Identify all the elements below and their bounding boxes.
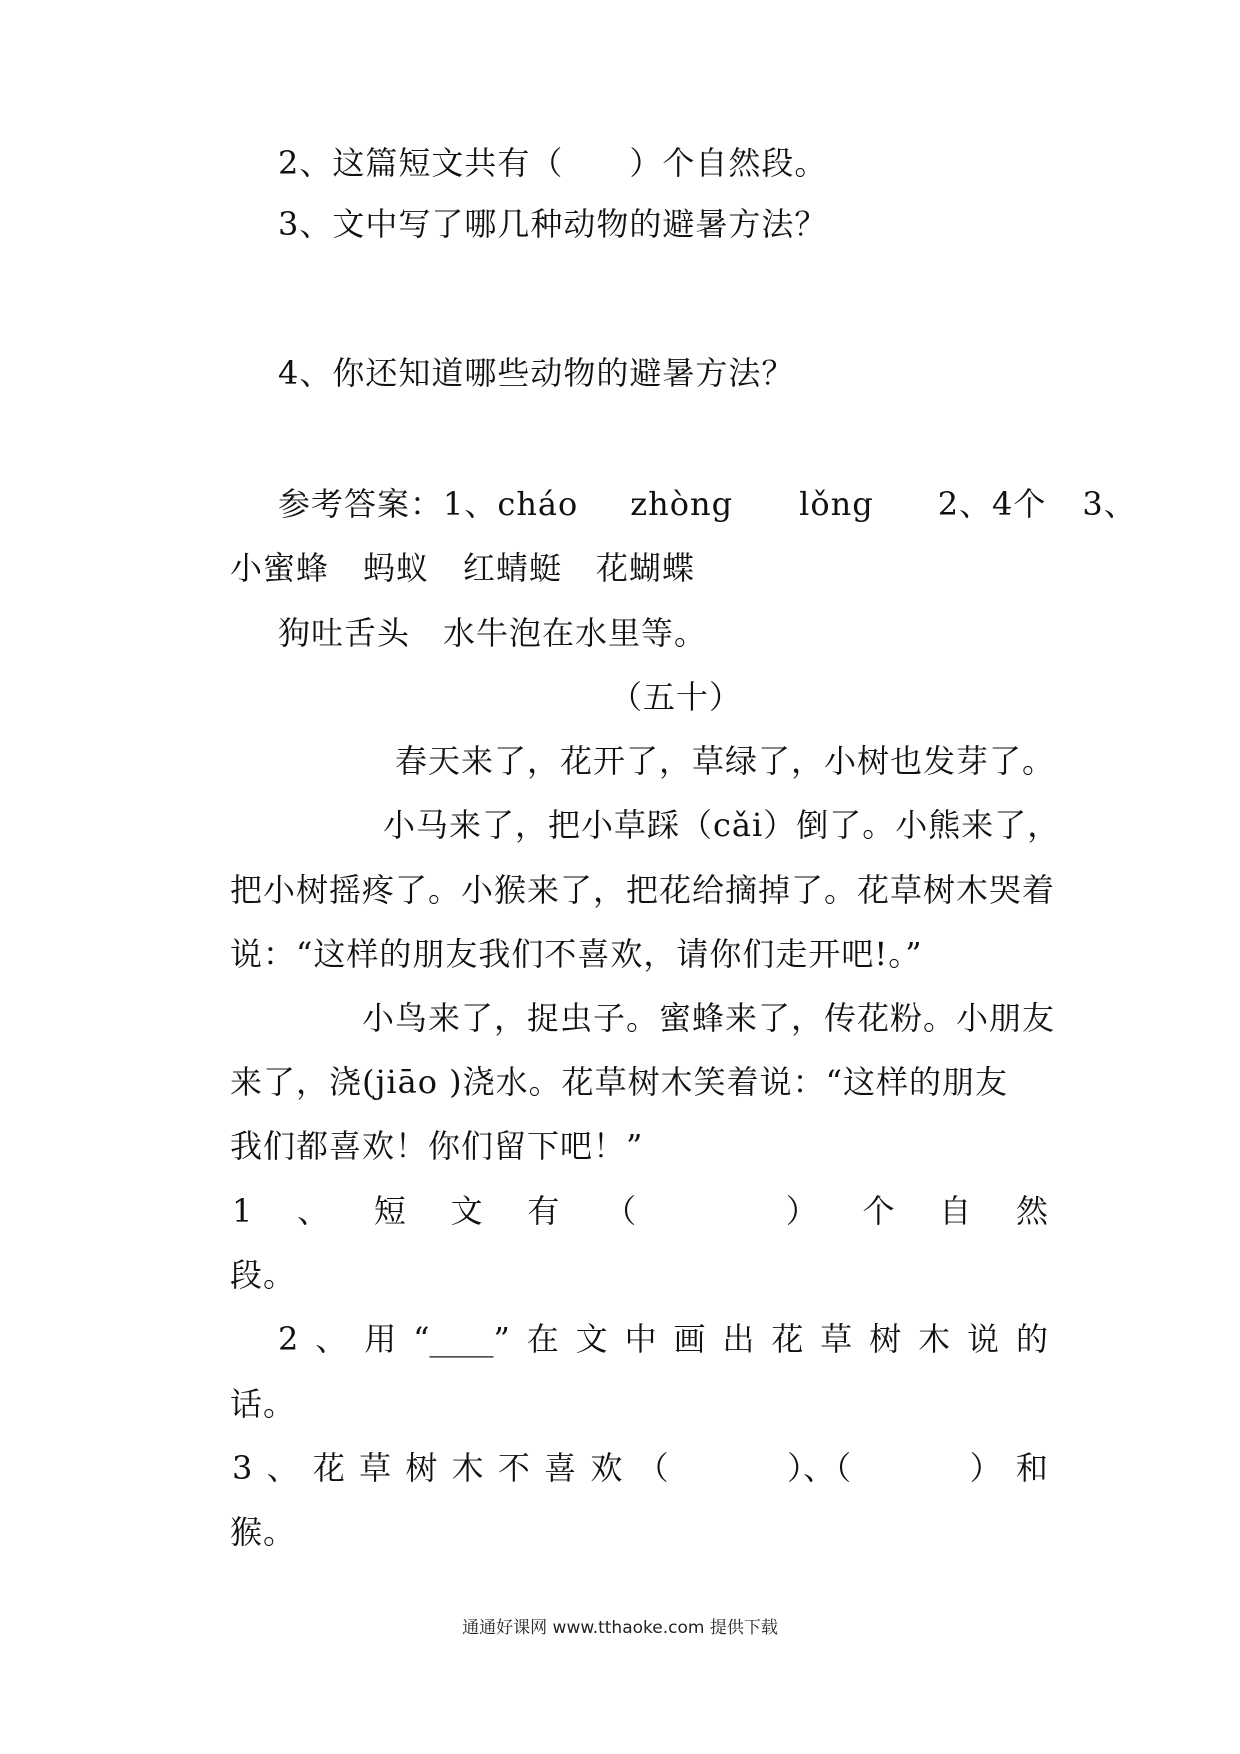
q2-char: 花	[771, 1320, 804, 1358]
q3-char: 不	[497, 1449, 530, 1487]
prev-question-2: 2、这篇短文共有（ ）个自然段。	[278, 144, 828, 182]
q1-char: 自	[939, 1192, 972, 1230]
answer-3-animals	[230, 548, 695, 588]
q3-char: 树	[405, 1449, 438, 1487]
passage-paragraph-3-line-2: 来了，浇(jiāo )浇水。花草树木笑着说：“这样的朋友	[230, 1063, 1009, 1101]
q2-char: 说	[967, 1320, 1000, 1358]
q3-char: 木	[451, 1449, 484, 1487]
q2-char: 树	[869, 1320, 902, 1358]
q1-char: 有	[527, 1192, 560, 1230]
answer-line-1	[278, 484, 1137, 524]
passage-paragraph-1: 春天来了，花开了，草绿了，小树也发芽了。	[395, 742, 1056, 780]
q3-char: ）、（	[787, 1449, 852, 1487]
prev-question-4: 4、你还知道哪些动物的避暑方法？	[278, 354, 795, 392]
answer-4: 狗吐舌头 水牛泡在水里等。	[278, 614, 708, 652]
animal-3: 红蜻蜓	[463, 549, 563, 587]
q3-blank-1[interactable]	[683, 1448, 773, 1488]
passage-paragraph-3-line-1: 小鸟来了，捉虫子。蜜蜂来了，传花粉。小朋友	[362, 999, 1056, 1037]
q3-char: 3	[232, 1449, 253, 1487]
q2-char: 用	[364, 1320, 397, 1358]
q3-char: 草	[359, 1449, 392, 1487]
passage-paragraph-2-line-1: 小马来了，把小草踩（cǎi）倒了。小熊来了，	[383, 806, 1061, 844]
animal-1: 小蜜蜂	[230, 549, 330, 587]
answer-2: 2、4个	[937, 485, 1047, 523]
q1-char: 短	[373, 1192, 406, 1230]
question-3	[232, 1448, 1048, 1488]
q2-char: 的	[1015, 1320, 1048, 1358]
q3-char: （	[636, 1449, 669, 1487]
q2-char: 出	[722, 1320, 755, 1358]
q2-char: 画	[673, 1320, 706, 1358]
q3-char: 和	[1015, 1449, 1048, 1487]
q1-char: 个	[862, 1192, 895, 1230]
q2-char: 文	[575, 1320, 608, 1358]
answer-1-pinyin-3: lǒng	[799, 485, 874, 523]
answer-1-pinyin-1: cháo	[497, 485, 579, 523]
q1-char: （	[604, 1192, 637, 1230]
q3-char: 喜	[544, 1449, 577, 1487]
q2-char: 中	[624, 1320, 657, 1358]
q1-char: 文	[450, 1192, 483, 1230]
q2-char: 在	[526, 1320, 559, 1358]
question-2-continued: 话。	[230, 1385, 297, 1423]
passage-paragraph-2-line-3: 说：“这样的朋友我们不喜欢，请你们走开吧!。”	[230, 935, 923, 973]
animal-2: 蚂蚁	[363, 549, 430, 587]
q3-char: 欢	[590, 1449, 623, 1487]
q2-char: 2	[278, 1320, 299, 1358]
q1-char: 1	[232, 1192, 253, 1230]
q2-char: 、	[315, 1320, 348, 1358]
q3-blank-2[interactable]	[865, 1448, 955, 1488]
passage-paragraph-3-line-3: 我们都喜欢！你们留下吧！”	[230, 1127, 644, 1165]
question-2	[278, 1319, 1048, 1359]
q1-char: 然	[1015, 1192, 1048, 1230]
animal-4: 花蝴蝶	[596, 549, 696, 587]
prev-question-3: 3、文中写了哪几种动物的避暑方法？	[278, 205, 828, 243]
q2-underline-mark: “____”	[413, 1320, 510, 1358]
section-title: （五十）	[610, 678, 743, 716]
question-1-continued: 段。	[230, 1256, 297, 1294]
page-footer: 通通好课网 www.tthaoke.com 提供下载	[462, 1618, 778, 1638]
q3-char: 、	[266, 1449, 299, 1487]
q3-char: 花	[312, 1449, 345, 1487]
question-1	[232, 1191, 1048, 1231]
q1-char: 、	[297, 1192, 330, 1230]
q2-char: 木	[918, 1320, 951, 1358]
passage-paragraph-2-line-2: 把小树摇疼了。小猴来了，把花给摘掉了。花草树木哭着	[230, 871, 1056, 909]
answer-1-pinyin-2: zhòng	[630, 485, 734, 523]
q1-blank[interactable]	[681, 1191, 741, 1231]
q1-char: ）	[785, 1192, 818, 1230]
question-3-continued: 猴。	[230, 1513, 297, 1551]
answer-3-number: 3、	[1082, 485, 1137, 523]
q2-char: 草	[820, 1320, 853, 1358]
q3-char: ）	[969, 1449, 1002, 1487]
answer-label: 参考答案：	[278, 485, 444, 523]
answer-1-number: 1、	[443, 485, 498, 523]
